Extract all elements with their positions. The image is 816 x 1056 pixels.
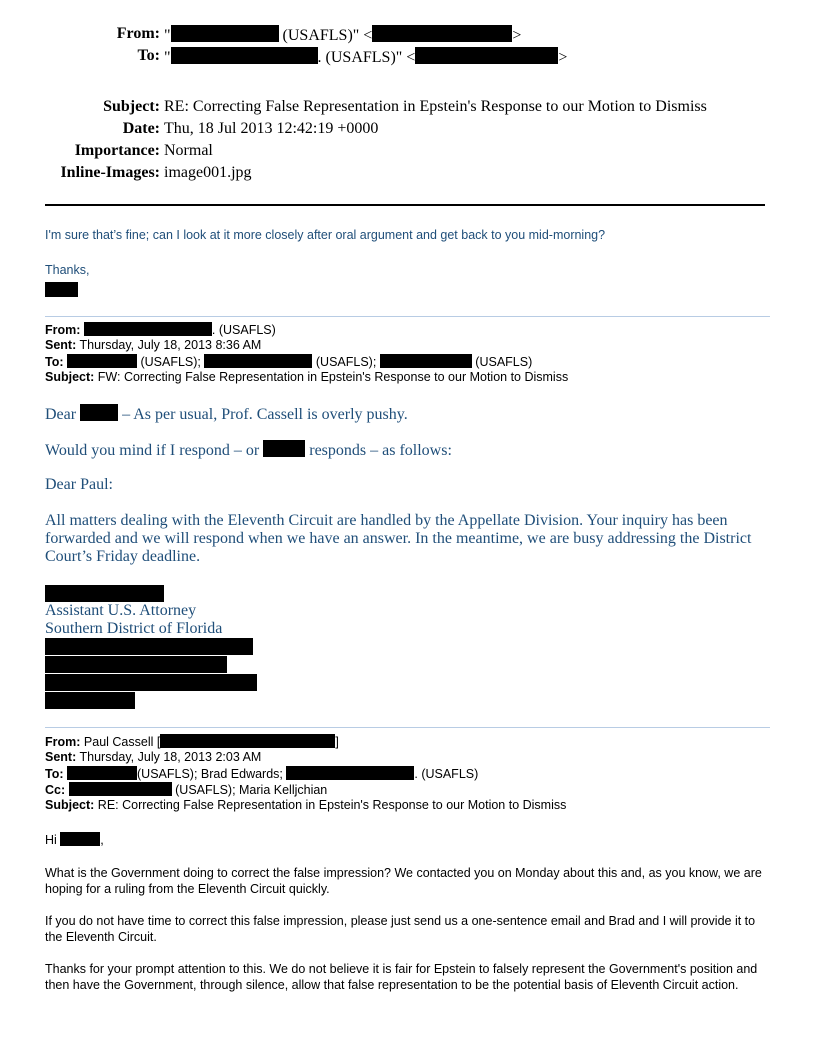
msg2-body: All matters dealing with the Eleventh Circuit are handled by the Appellate Division. Your inquiry has been forwarded and we will respond when we have an answer. In the meantime, we are busy addressing the District Court’s Friday deadline.: [45, 512, 752, 565]
from-label: From:: [116, 25, 160, 42]
redaction: [67, 354, 137, 368]
msg3-paragraph: Thanks for your prompt attention to this. We do not believe it is fair for Epstein to falsely represent the Government's position and then have the Government, through silence, allow that false representation to be the potential basis of Eleventh Circuit action.: [45, 962, 758, 992]
redaction: [171, 25, 279, 42]
redaction: [84, 322, 212, 336]
redaction: [204, 354, 312, 368]
msg3-to: To: (USAFLS); Brad Edwards; . (USAFLS): [45, 767, 479, 781]
redaction: [45, 692, 135, 709]
redaction: [171, 47, 318, 64]
reply-line: I'm sure that’s fine; can I look at it more closely after oral argument and get back to you mid-morning?: [45, 228, 606, 242]
redaction: [80, 404, 118, 421]
redaction: [69, 782, 172, 796]
message-divider: [45, 727, 770, 728]
message-divider: [45, 316, 770, 317]
msg3-paragraph: If you do not have time to correct this false impression, please just send us a one-sentence email and Brad and I will provide it to the Eleventh Circuit.: [45, 914, 756, 944]
msg3-greeting: Hi ,: [45, 833, 104, 847]
signature-title: Assistant U.S. Attorney: [45, 602, 197, 619]
redaction: [415, 47, 558, 64]
header-divider: [45, 204, 765, 206]
redaction: [380, 354, 472, 368]
subject-label: Subject:: [103, 98, 160, 115]
importance-value: Normal: [164, 142, 213, 159]
from-value: " (USAFLS)" < >: [164, 27, 522, 44]
redaction: [67, 766, 137, 780]
redaction: [263, 440, 305, 457]
msg2-to: To: (USAFLS); (USAFLS); (USAFLS): [45, 355, 533, 369]
msg3-from: From: Paul Cassell [ ]: [45, 735, 339, 749]
to-value: " . (USAFLS)" < >: [164, 49, 568, 66]
to-label: To:: [137, 47, 160, 64]
msg2-subject: Subject: FW: Correcting False Representation in Epstein's Response to our Motion to Dismiss: [45, 370, 569, 384]
inline-images-label: Inline-Images:: [60, 164, 160, 181]
redaction: [45, 674, 257, 691]
redaction: [372, 25, 512, 42]
redaction: [45, 656, 227, 673]
redaction: [60, 832, 100, 846]
inline-images-value[interactable]: image001.jpg: [164, 164, 252, 181]
msg3-sent: Sent: Thursday, July 18, 2013 2:03 AM: [45, 750, 262, 764]
date-value: Thu, 18 Jul 2013 12:42:19 +0000: [164, 120, 379, 137]
msg2-dear-paul: Dear Paul:: [45, 476, 113, 493]
msg3-paragraph: What is the Government doing to correct the false impression? We contacted you on Monday about this and, as you know, we are hoping for a ruling from the Eleventh Circuit quickly.: [45, 866, 762, 896]
signature-office: Southern District of Florida: [45, 620, 223, 637]
redaction: [45, 638, 253, 655]
signature-redaction: [45, 282, 78, 297]
redaction: [286, 766, 414, 780]
msg3-cc: Cc: (USAFLS); Maria Kelljchian: [45, 783, 328, 797]
date-label: Date:: [122, 120, 160, 137]
msg3-subject: Subject: RE: Correcting False Representation in Epstein's Response to our Motion to Dismiss: [45, 798, 567, 812]
msg2-from: From: . (USAFLS): [45, 323, 276, 337]
importance-label: Importance:: [74, 142, 160, 159]
redaction: [160, 734, 335, 748]
reply-thanks: Thanks,: [45, 263, 90, 277]
signature-name-redaction: [45, 585, 164, 602]
subject-value: RE: Correcting False Representation in Epstein's Response to our Motion to Dismiss: [164, 98, 707, 115]
msg2-dear: Dear – As per usual, Prof. Cassell is overly pushy.: [45, 406, 408, 423]
msg2-would: Would you mind if I respond – or responds – as follows:: [45, 442, 452, 459]
msg2-sent: Sent: Thursday, July 18, 2013 8:36 AM: [45, 338, 262, 352]
